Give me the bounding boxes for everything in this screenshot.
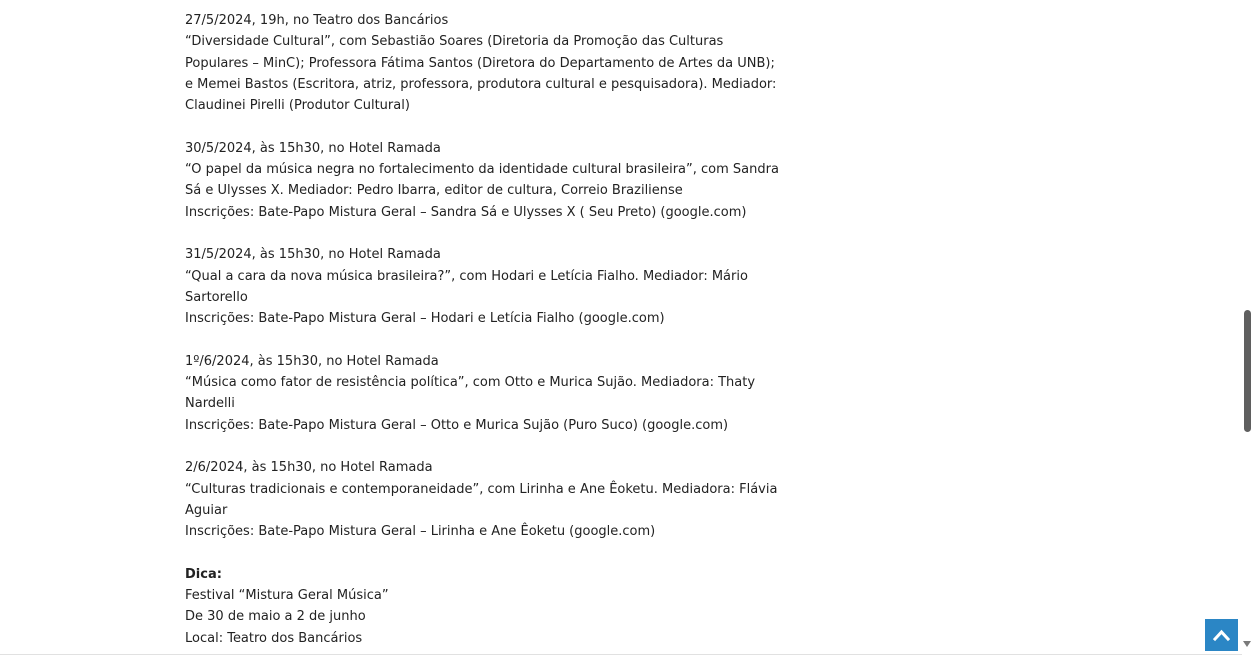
event-description: Nardelli — [185, 396, 235, 412]
event-date-venue: 27/5/2024, 19h, no Teatro dos Bancários — [185, 13, 449, 28]
article-body — [185, 10, 779, 649]
tip-heading: Dica: — [185, 566, 222, 582]
scrollbar-thumb[interactable] — [1244, 310, 1251, 432]
event-registration-link[interactable]: Inscrições: Bate-Papo Mistura Geral – Lirinha e Ane Êoketu (google.com) — [185, 524, 656, 540]
paragraph-spacer — [185, 542, 765, 563]
scroll-down-arrow-icon[interactable] — [1243, 641, 1251, 647]
event-registration-link[interactable]: Inscrições: Bate-Papo Mistura Geral – Hodari e Letícia Fialho (google.com) — [185, 311, 665, 327]
tip-line: De 30 de maio a 2 de junho — [185, 609, 366, 625]
event-block — [185, 10, 777, 116]
event-description: e Memei Bastos (Escritora, atriz, professora, produtora cultural e pesquisadora). Mediador: — [185, 76, 777, 92]
event-date-venue: 1º/6/2024, às 15h30, no Hotel Ramada — [185, 353, 439, 369]
tip-line: Local: Teatro dos Bancários — [185, 630, 363, 646]
event-date-venue: 31/5/2024, às 15h30, no Hotel Ramada — [185, 247, 441, 263]
event-description: Claudinei Pirelli (Produtor Cultural) — [185, 98, 410, 114]
event-description: “Música como fator de resistência política”, com Otto e Murica Sujão. Mediadora: Thaty — [185, 375, 756, 391]
event-date-venue: 2/6/2024, às 15h30, no Hotel Ramada — [185, 460, 433, 476]
event-description: Sá e Ulysses X. Mediador: Pedro Ibarra, editor de cultura, Correio Braziliense — [185, 183, 683, 199]
event-block — [185, 351, 765, 436]
event-description: Aguiar — [185, 502, 228, 518]
vertical-scrollbar[interactable] — [1242, 0, 1254, 655]
event-registration-link[interactable]: Inscrições: Bate-Papo Mistura Geral – Sandra Sá e Ulysses X ( Seu Preto) (google.com) — [185, 204, 747, 220]
paragraph-spacer — [185, 223, 765, 244]
paragraph-spacer — [185, 329, 765, 350]
chevron-up-icon — [1213, 627, 1230, 643]
back-to-top-button[interactable] — [1205, 619, 1238, 651]
event-description: “Diversidade Cultural”, com Sebastião Soares (Diretoria da Promoção das Culturas — [185, 34, 724, 50]
tip-block — [185, 564, 765, 649]
event-block — [185, 457, 778, 542]
event-date-venue: 30/5/2024, às 15h30, no Hotel Ramada — [185, 140, 441, 156]
event-block — [185, 244, 765, 329]
event-description: Populares – MinC); Professora Fátima Santos (Diretora do Departamento de Artes da UNB); — [185, 55, 775, 71]
event-description: “Culturas tradicionais e contemporaneidade”, com Lirinha e Ane Êoketu. Mediadora: Flávia — [185, 481, 778, 497]
tip-line: Festival “Mistura Geral Música” — [185, 588, 389, 604]
paragraph-spacer — [185, 436, 765, 457]
event-description: Sartorello — [185, 289, 248, 305]
event-block — [185, 138, 779, 223]
event-description: “O papel da música negra no fortalecimento da identidade cultural brasileira”, com Sandra — [185, 162, 779, 178]
event-registration-link[interactable]: Inscrições: Bate-Papo Mistura Geral – Otto e Murica Sujão (Puro Suco) (google.com) — [185, 417, 729, 433]
event-description: “Qual a cara da nova música brasileira?”, com Hodari e Letícia Fialho. Mediador: Mário — [185, 268, 748, 284]
paragraph-spacer — [185, 116, 765, 137]
